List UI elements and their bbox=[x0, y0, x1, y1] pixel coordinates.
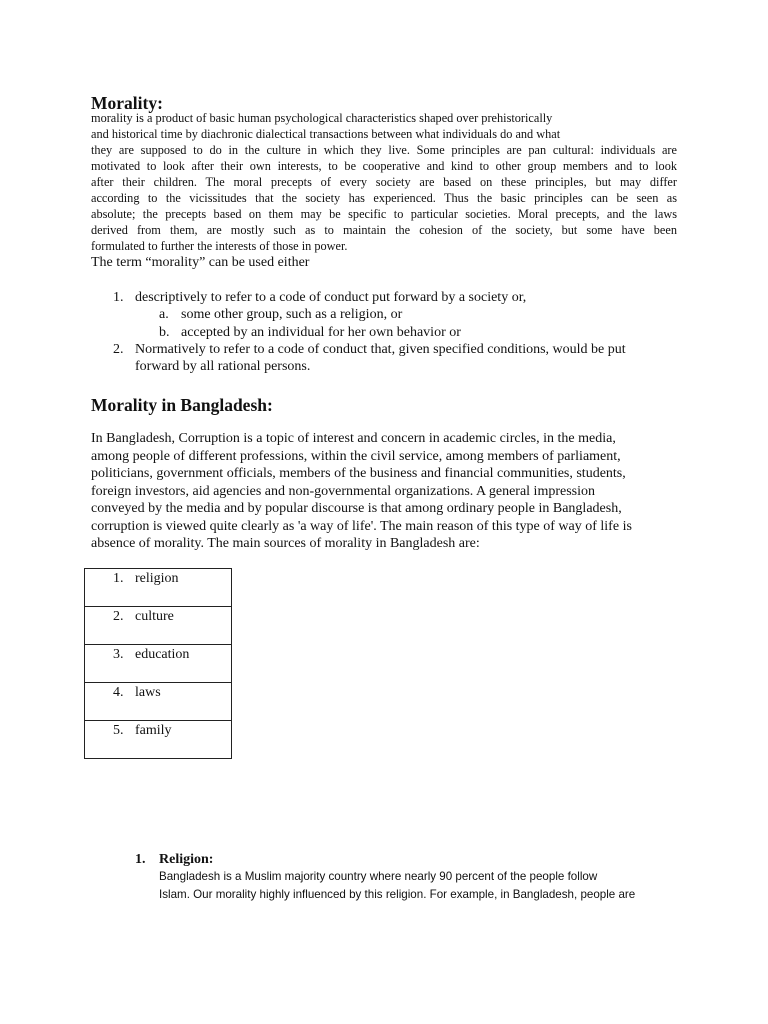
list-item bbox=[159, 306, 402, 324]
religion-heading bbox=[135, 852, 213, 868]
paragraph-line: after their children. The moral precepts of every society are based on these principles, but may differ bbox=[91, 175, 677, 189]
table-cell bbox=[85, 607, 232, 645]
table-cell bbox=[85, 683, 232, 721]
section-title-bangladesh: Morality in Bangladesh: bbox=[91, 395, 273, 415]
list-item bbox=[113, 289, 526, 307]
table-row bbox=[85, 645, 232, 683]
list-letter: a. bbox=[159, 307, 169, 322]
paragraph-line: morality is a product of basic human psychological characteristics shaped over prehistorically bbox=[91, 111, 553, 125]
paragraph-line: corruption is viewed quite clearly as 'a way of life'. The main reason of this type of way of life is bbox=[91, 518, 632, 534]
table-cell bbox=[85, 569, 232, 607]
paragraph-line: absence of morality. The main sources of morality in Bangladesh are: bbox=[91, 536, 480, 551]
table-row bbox=[85, 607, 232, 645]
heading-title: Religion: bbox=[159, 852, 214, 867]
source-label: family bbox=[135, 723, 172, 738]
paragraph-line: according to the vicissitudes that the society has experienced. Thus the basic principles can be seen as bbox=[91, 191, 677, 205]
list-text: accepted by an individual for her own behavior or bbox=[181, 325, 461, 340]
table-cell bbox=[85, 645, 232, 683]
source-number: 3. bbox=[113, 647, 124, 662]
source-label: laws bbox=[135, 685, 161, 700]
paragraph-line: absolute; the precepts based on them may be specific to particular societies. Moral precepts, and the laws bbox=[91, 207, 677, 221]
paragraph-line: In Bangladesh, Corruption is a topic of interest and concern in academic circles, in the media, bbox=[91, 431, 616, 446]
paragraph-line: they are supposed to do in the culture in which they live. Some principles are pan cultural: individuals are bbox=[91, 143, 677, 157]
paragraph-line: politicians, government officials, members of the business and financial communities, students, bbox=[91, 466, 626, 481]
religion-paragraph bbox=[159, 868, 635, 904]
morality-paragraph bbox=[91, 110, 677, 254]
paragraph-line: motivated to look after their own interests, to be cooperative and kind to other group members and to look bbox=[91, 159, 677, 173]
source-label: religion bbox=[135, 571, 179, 586]
table-row bbox=[85, 569, 232, 607]
table-row bbox=[85, 683, 232, 721]
section-title-morality: Morality: bbox=[91, 93, 163, 113]
morality-sources-table bbox=[84, 568, 232, 759]
paragraph-line: Islam. Our morality highly influenced by this religion. For example, in Bangladesh, people are bbox=[159, 888, 636, 901]
list-text: some other group, such as a religion, or bbox=[181, 307, 403, 322]
table-cell bbox=[85, 721, 232, 759]
term-intro: The term “morality” can be used either bbox=[91, 255, 310, 270]
source-label: education bbox=[135, 647, 190, 662]
bangladesh-paragraph bbox=[91, 430, 632, 553]
list-text: descriptively to refer to a code of conduct put forward by a society or, bbox=[135, 290, 527, 305]
source-number: 2. bbox=[113, 609, 124, 624]
heading-number: 1. bbox=[135, 852, 146, 867]
paragraph-line: Bangladesh is a Muslim majority country where nearly 90 percent of the people follow bbox=[159, 870, 598, 883]
paragraph-line: formulated to further the interests of those in power. bbox=[91, 239, 348, 253]
list-number: 1. bbox=[113, 290, 124, 305]
table-row bbox=[85, 721, 232, 759]
source-number: 1. bbox=[113, 571, 124, 586]
source-label: culture bbox=[135, 609, 174, 624]
paragraph-line: conveyed by the media and by popular discourse is that among ordinary people in Bangladesh, bbox=[91, 501, 622, 516]
list-item bbox=[159, 324, 461, 342]
paragraph-line: derived from them, are mostly such as to maintain the cohesion of the society, but some have been bbox=[91, 223, 677, 237]
source-number: 4. bbox=[113, 685, 124, 700]
list-number: 2. bbox=[113, 342, 124, 357]
paragraph-line: and historical time by diachronic dialectical transactions between what individuals do and what bbox=[91, 127, 561, 141]
list-text: Normatively to refer to a code of conduct that, given specified conditions, would be put bbox=[135, 342, 626, 357]
list-item-continuation: forward by all rational persons. bbox=[135, 359, 311, 374]
source-number: 5. bbox=[113, 723, 124, 738]
list-letter: b. bbox=[159, 325, 170, 340]
paragraph-line: foreign investors, aid agencies and non-governmental organizations. A general impression bbox=[91, 483, 595, 499]
list-item bbox=[113, 341, 626, 359]
paragraph-line: among people of different professions, within the civil service, among members of parliament, bbox=[91, 448, 621, 464]
